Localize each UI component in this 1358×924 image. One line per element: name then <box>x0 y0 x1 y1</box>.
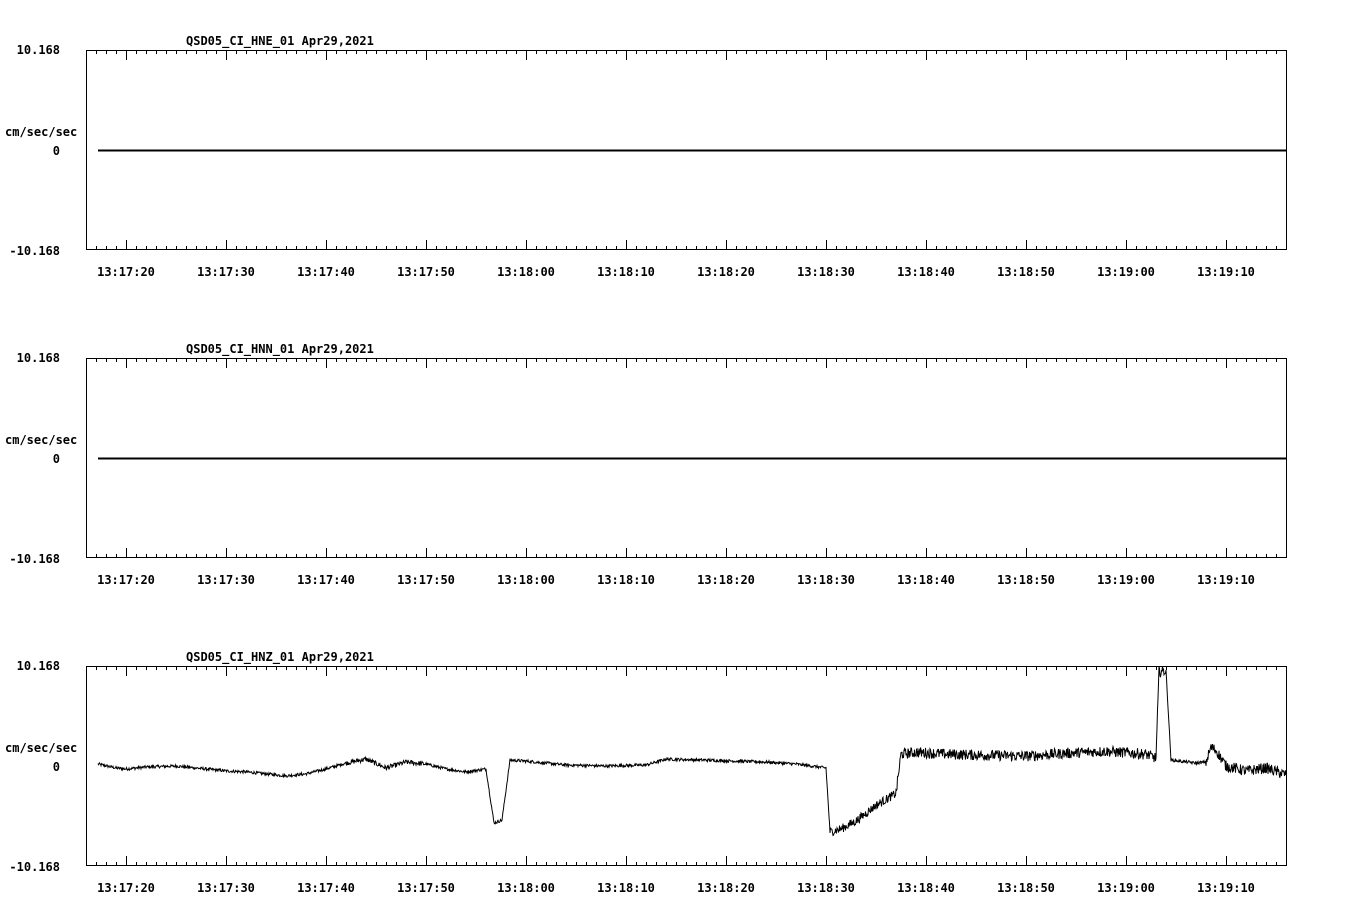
y-min-label: -10.168 <box>9 860 60 874</box>
x-tick-labels <box>97 265 1255 279</box>
x-tick-label: 13:18:10 <box>597 265 655 279</box>
y-max-label: 10.168 <box>16 659 60 673</box>
x-tick-label: 13:18:40 <box>897 573 955 587</box>
y-axis-units: cm/sec/sec <box>5 741 78 755</box>
x-tick-label: 13:17:30 <box>197 265 255 279</box>
x-tick-label: 13:17:50 <box>397 881 455 895</box>
x-tick-label: 13:17:40 <box>297 265 355 279</box>
x-tick-label: 13:18:30 <box>797 881 855 895</box>
x-tick-label: 13:19:00 <box>1097 881 1155 895</box>
x-tick-label: 13:18:10 <box>597 573 655 587</box>
x-tick-label: 13:17:40 <box>297 881 355 895</box>
y-zero-label: 0 <box>52 452 60 466</box>
x-tick-label: 13:17:30 <box>197 573 255 587</box>
x-tick-label: 13:18:10 <box>597 881 655 895</box>
plot-frame <box>87 667 1287 866</box>
x-tick-label: 13:18:40 <box>897 881 955 895</box>
panel-title: QSD05_CI_HNN_01 Apr29,2021 <box>186 342 374 356</box>
x-tick-label: 13:17:50 <box>397 265 455 279</box>
x-tick-label: 13:17:30 <box>197 881 255 895</box>
y-zero-label: 0 <box>52 144 60 158</box>
x-tick-label: 13:18:20 <box>697 573 755 587</box>
panel-title: QSD05_CI_HNE_01 Apr29,2021 <box>186 34 374 48</box>
x-tick-label: 13:18:00 <box>497 573 555 587</box>
x-tick-label: 13:17:20 <box>97 573 155 587</box>
x-tick-label: 13:18:50 <box>997 881 1055 895</box>
x-tick-label: 13:18:40 <box>897 265 955 279</box>
waveform-trace <box>98 666 1286 836</box>
y-max-label: 10.168 <box>16 351 60 365</box>
panel-title: QSD05_CI_HNZ_01 Apr29,2021 <box>186 650 374 664</box>
x-tick-label: 13:19:10 <box>1197 573 1255 587</box>
x-tick-label: 13:17:50 <box>397 573 455 587</box>
x-tick-label: 13:19:10 <box>1197 881 1255 895</box>
x-tick-label: 13:17:20 <box>97 265 155 279</box>
x-tick-labels <box>97 881 1255 895</box>
y-axis-units: cm/sec/sec <box>5 433 78 447</box>
y-max-label: 10.168 <box>16 43 60 57</box>
x-tick-label: 13:18:30 <box>797 265 855 279</box>
x-tick-labels <box>97 573 1255 587</box>
x-tick-label: 13:18:00 <box>497 881 555 895</box>
x-tick-label: 13:18:20 <box>697 881 755 895</box>
x-tick-label: 13:17:40 <box>297 573 355 587</box>
panel-hnz <box>5 650 1287 895</box>
x-tick-label: 13:18:50 <box>997 265 1055 279</box>
y-min-label: -10.168 <box>9 552 60 566</box>
y-zero-label: 0 <box>52 760 60 774</box>
x-ticks <box>97 666 1277 866</box>
x-tick-label: 13:18:50 <box>997 573 1055 587</box>
panel-hnn <box>5 342 1287 587</box>
y-min-label: -10.168 <box>9 244 60 258</box>
y-axis-units: cm/sec/sec <box>5 125 78 139</box>
x-tick-label: 13:18:30 <box>797 573 855 587</box>
x-tick-label: 13:19:00 <box>1097 573 1155 587</box>
x-tick-label: 13:18:20 <box>697 265 755 279</box>
x-tick-label: 13:19:00 <box>1097 265 1155 279</box>
x-tick-label: 13:17:20 <box>97 881 155 895</box>
x-tick-label: 13:19:10 <box>1197 265 1255 279</box>
panel-hne <box>5 34 1287 279</box>
x-tick-label: 13:18:00 <box>497 265 555 279</box>
